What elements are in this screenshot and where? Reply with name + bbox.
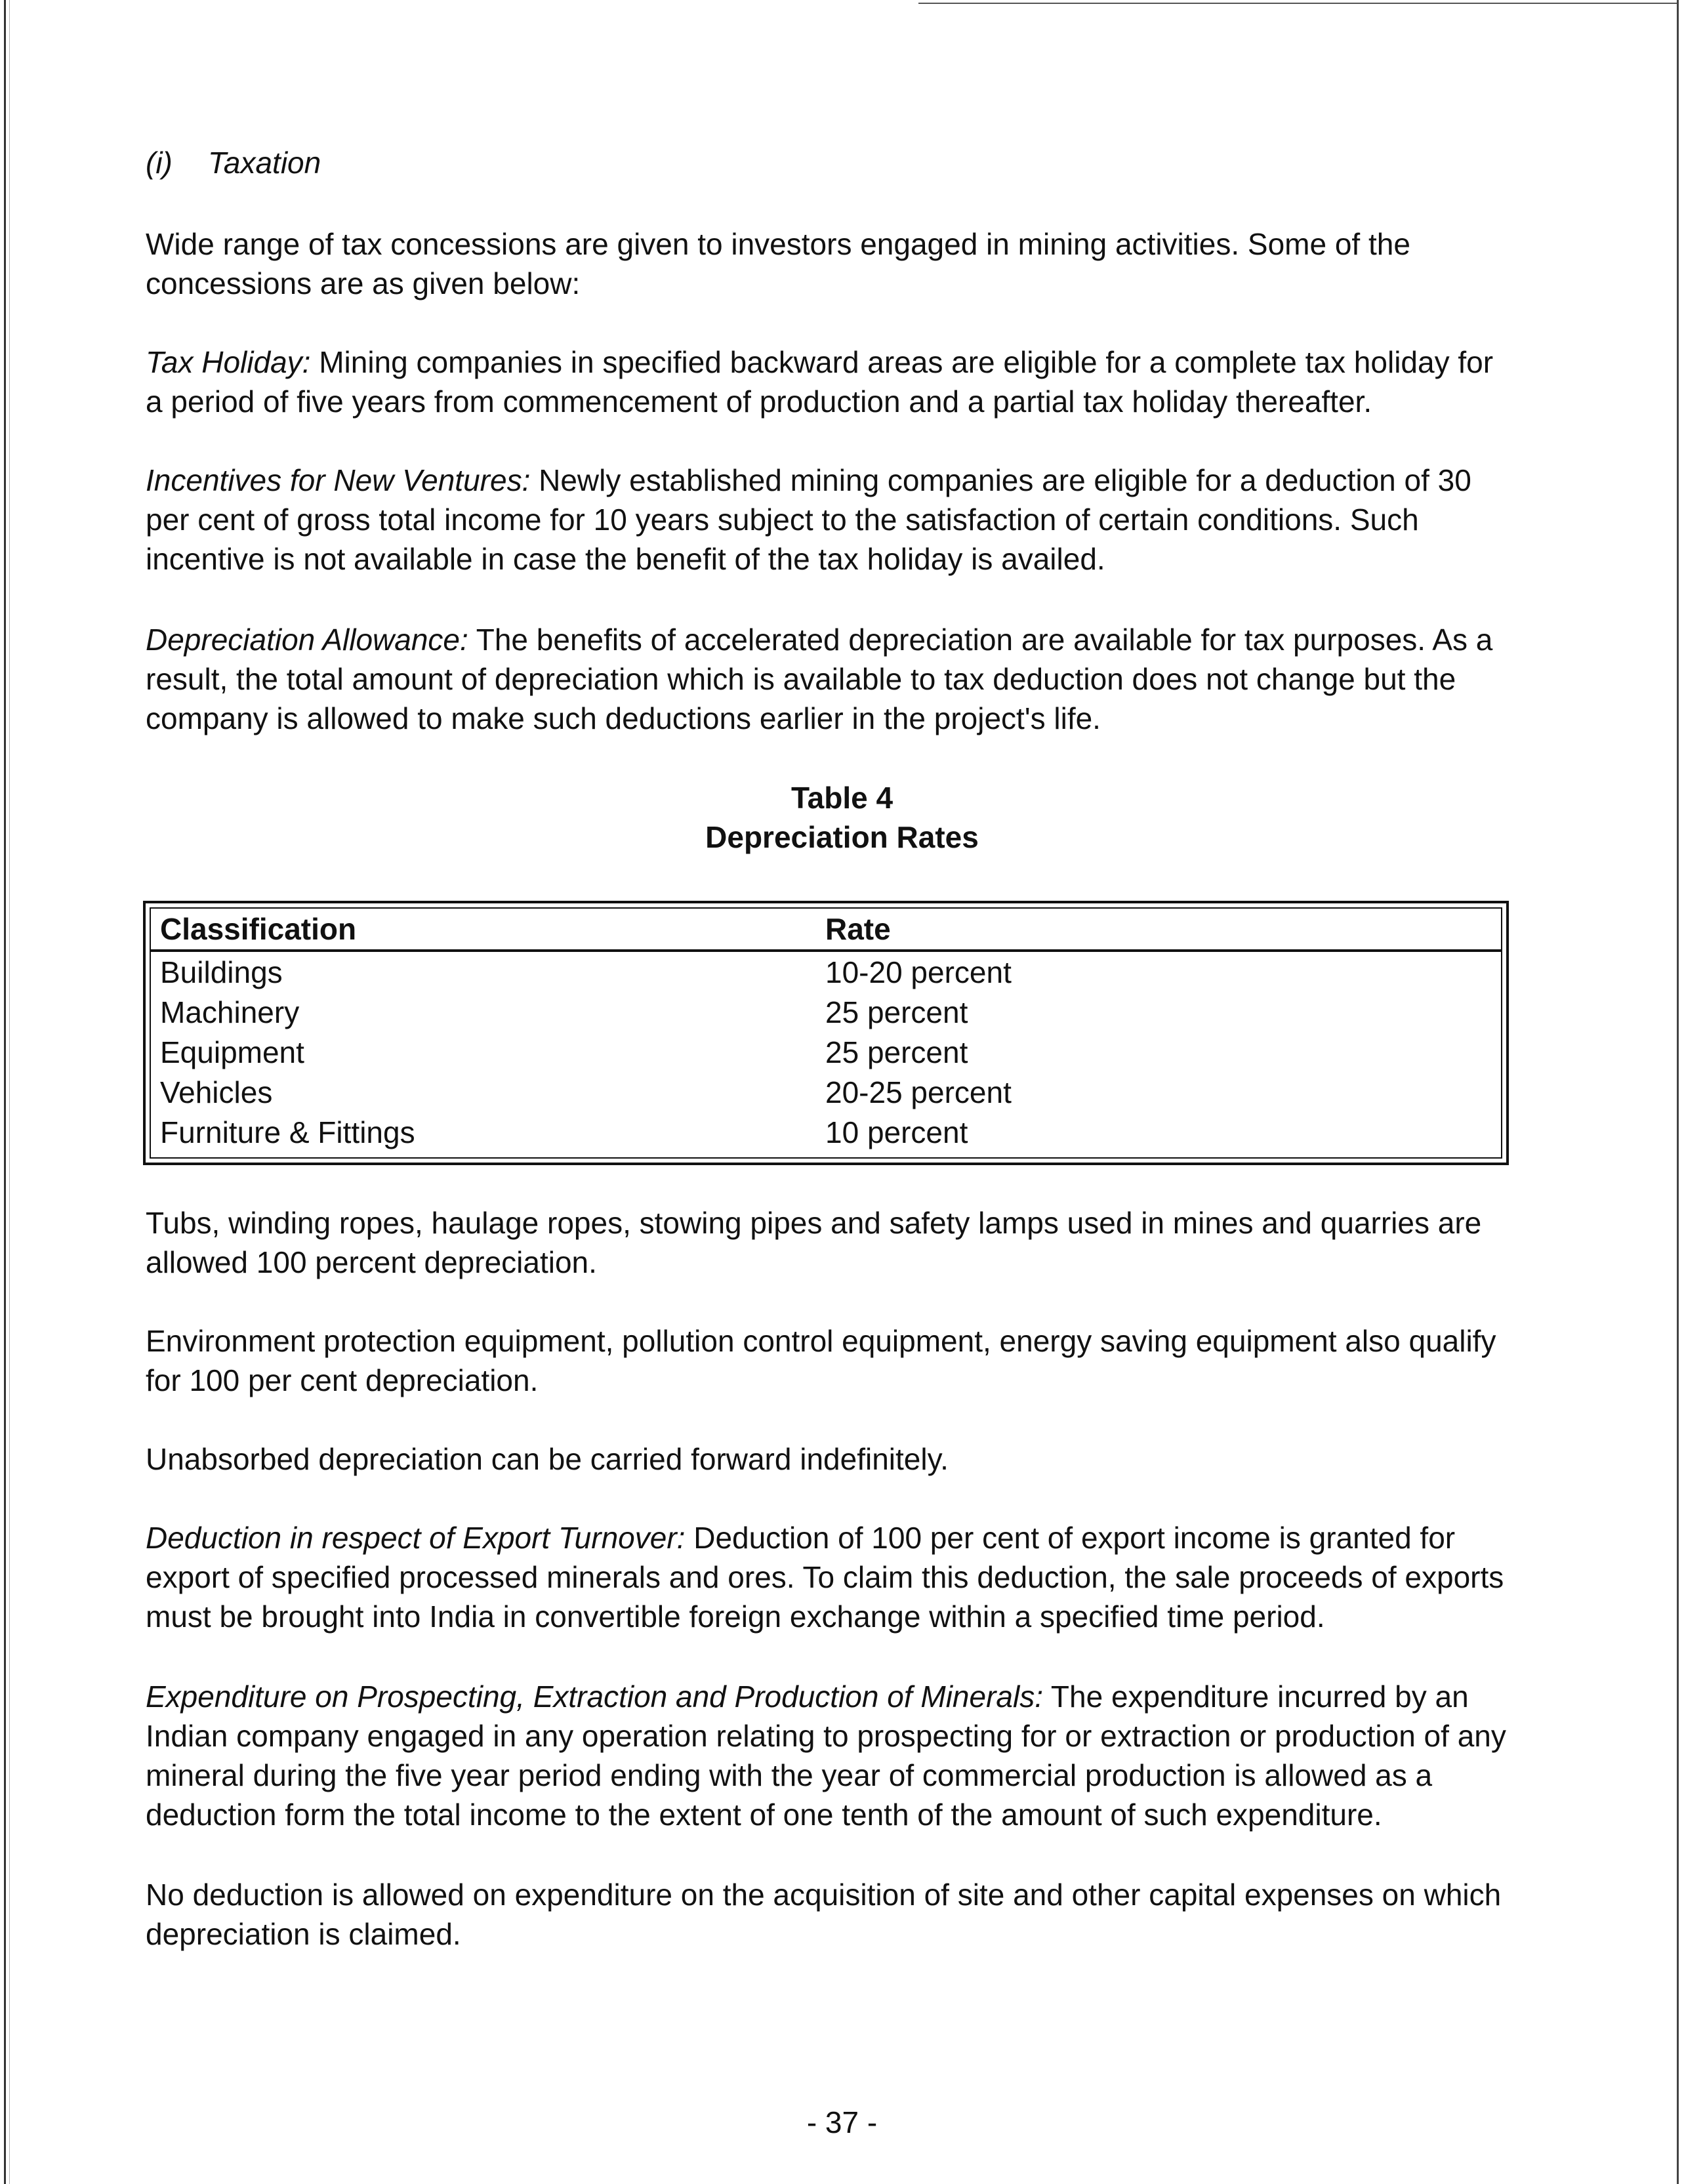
cell-classification: Furniture & Fittings — [160, 1115, 415, 1149]
depreciation-lead: Depreciation Allowance: — [146, 623, 468, 657]
scan-edge-left — [4, 0, 6, 2184]
section-heading — [146, 143, 321, 182]
unabsorbed-text: Unabsorbed depreciation can be carried forward indefinitely. — [146, 1442, 949, 1476]
page-number: - 37 - — [806, 2105, 878, 2139]
cell-rate: 10-20 percent — [825, 955, 1012, 989]
table-caption-number: Table 4 — [791, 781, 893, 815]
new-ventures-body: Newly established mining companies are eligible for a deduction of 30 per cent of gross total income for 10 years subject to the satisfaction of certain conditions. Such incentive is not available in case the benefit of the tax holiday is availed. — [146, 463, 1471, 576]
depreciation-rates-table — [143, 901, 1509, 1165]
table-row — [151, 1072, 1501, 1112]
new-ventures-paragraph — [146, 461, 1517, 579]
no-deduction-paragraph — [146, 1875, 1517, 1954]
tax-holiday-body: Mining companies in specified backward areas are eligible for a complete tax holiday for a period of five years from commencement of production and a partial tax holiday thereafter. — [146, 345, 1494, 419]
table-header-row — [151, 909, 1501, 951]
section-number: (i) — [146, 146, 173, 180]
cell-classification: Equipment — [160, 1035, 304, 1069]
depreciation-paragraph — [146, 620, 1517, 738]
expenditure-lead: Expenditure on Prospecting, Extraction and Production of Minerals: — [146, 1679, 1043, 1714]
intro-text: Wide range of tax concessions are given to investors engaged in mining activities. Some of the concessions are as given below: — [146, 227, 1410, 300]
tubs-text: Tubs, winding ropes, haulage ropes, stowing pipes and safety lamps used in mines and quarries are allowed 100 percent depreciation. — [146, 1206, 1482, 1279]
table-row — [151, 951, 1501, 992]
export-lead: Deduction in respect of Export Turnover: — [146, 1521, 686, 1555]
cell-rate: 10 percent — [825, 1115, 968, 1149]
table-caption-title: Depreciation Rates — [705, 820, 979, 854]
table-row — [151, 992, 1501, 1032]
tubs-paragraph — [146, 1203, 1517, 1282]
table-row — [151, 1112, 1501, 1152]
expenditure-paragraph — [146, 1677, 1517, 1834]
scan-edge-left-faint — [9, 0, 10, 2184]
section-title: Taxation — [208, 146, 321, 180]
expenditure-body: The expenditure incurred by an Indian company engaged in any operation relating to prospecting for or extraction or production of any mineral during the five year period ending with the year of commercial production is allowed as a deduction form the total income to the extent of one tenth of the amount of such expenditure. — [146, 1679, 1506, 1832]
export-paragraph — [146, 1518, 1517, 1636]
header-rate: Rate — [816, 909, 1501, 951]
environment-text: Environment protection equipment, pollution control equipment, energy saving equipment also qualify for 100 per cent depreciation. — [146, 1324, 1496, 1397]
cell-classification: Buildings — [160, 955, 283, 989]
table-row — [151, 1032, 1501, 1072]
depreciation-body: The benefits of accelerated depreciation are available for tax purposes. As a result, the total amount of depreciation which is available to tax deduction does not change but the company is allowed to make such deductions earlier in the project's life. — [146, 623, 1493, 735]
export-body: Deduction of 100 per cent of export income is granted for export of specified processed minerals and ores. To claim this deduction, the sale proceeds of exports must be brought into India in convertible foreign exchange within a specified time period. — [146, 1521, 1504, 1634]
cell-rate: 20-25 percent — [825, 1075, 1012, 1109]
tax-holiday-paragraph — [146, 342, 1517, 421]
no-deduction-text: No deduction is allowed on expenditure on the acquisition of site and other capital expenses on which depreciation is claimed. — [146, 1878, 1502, 1951]
scan-edge-top — [918, 3, 1677, 4]
unabsorbed-paragraph — [146, 1439, 1517, 1479]
cell-classification: Machinery — [160, 995, 300, 1029]
scan-edge-right — [1677, 0, 1679, 2184]
tax-holiday-lead: Tax Holiday: — [146, 345, 311, 379]
cell-rate: 25 percent — [825, 995, 968, 1029]
cell-classification: Vehicles — [160, 1075, 273, 1109]
new-ventures-lead: Incentives for New Ventures: — [146, 463, 531, 497]
cell-rate: 25 percent — [825, 1035, 968, 1069]
environment-paragraph — [146, 1321, 1517, 1400]
header-classification: Classification — [151, 909, 816, 951]
intro-paragraph — [146, 224, 1517, 303]
